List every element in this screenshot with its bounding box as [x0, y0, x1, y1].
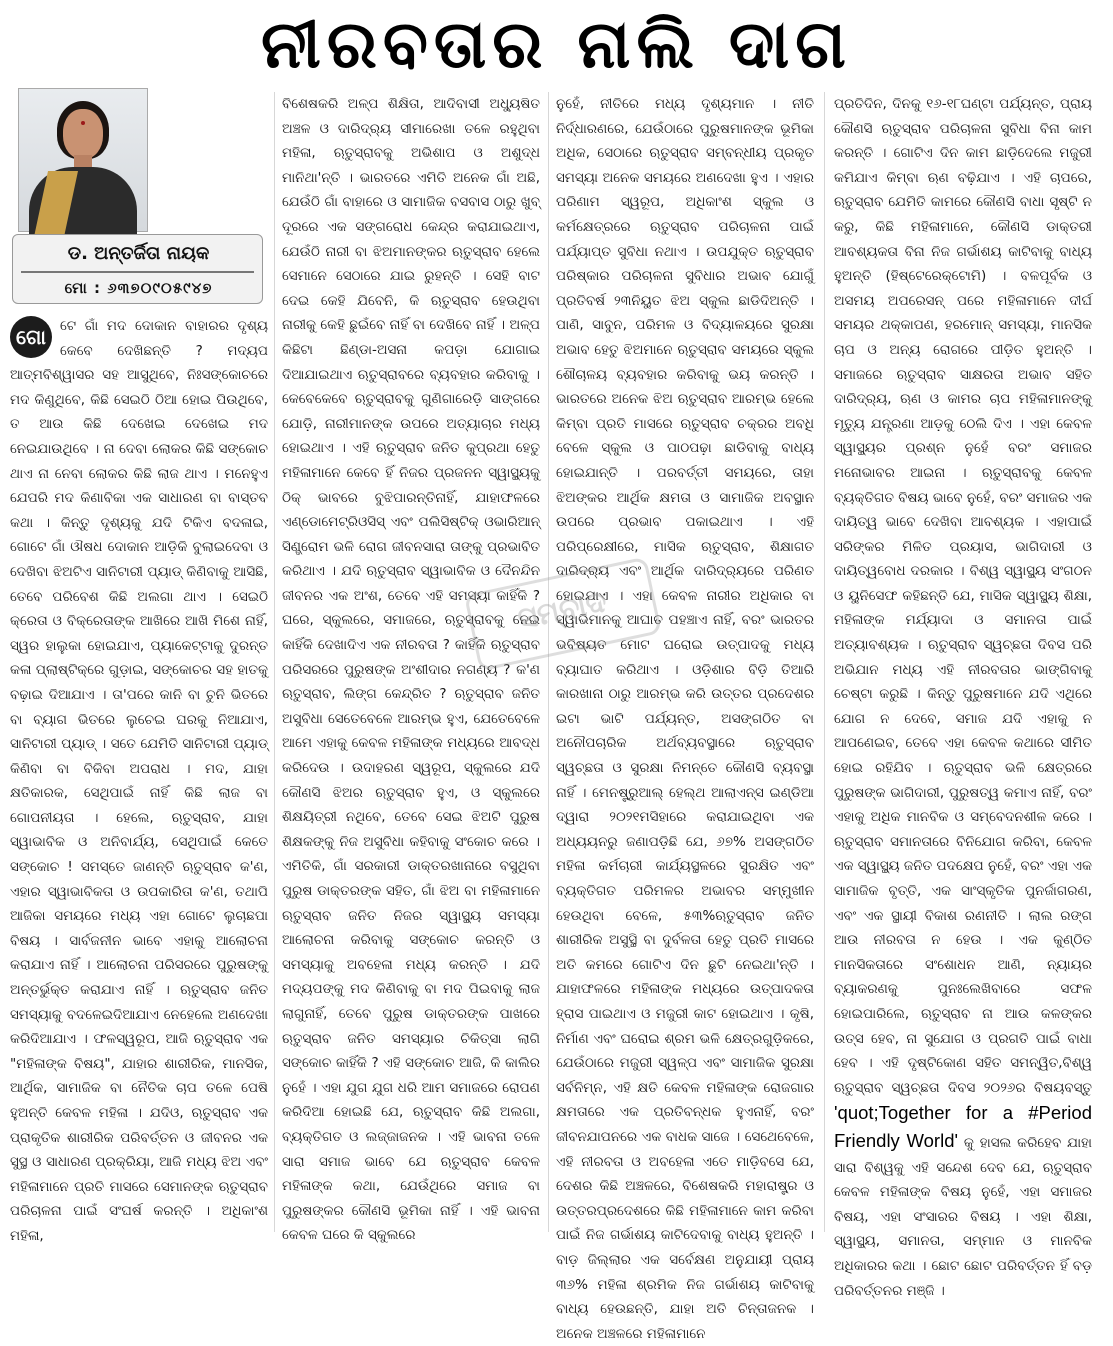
column-text: ପ୍ରତିଦିନ, ଦିନକୁ ୧୬-୧୮ଘଣ୍ଟା ପର୍ଯ୍ୟନ୍ତ, ପ୍ରାୟ କୌଣସି ଋତୁସ୍ରାବ ପରିଚାଳନା ସୁବିଧା ବିନା କାମ କରନ୍ତି । ଗୋଟିଏ ଦିନ କାମ ଛାଡ଼ିଦେଲେ ମଜୁରୀ କମିଯାଏ କିମ୍ବା ଋଣ ବଢ଼ିଯାଏ । ଏହି ଚାପରେ, ଋତୁସ୍ରାବ ଯେମିତି କାମରେ କୌଣସି ବାଧା ସୃଷ୍ଟି ନ କରୁ, କିଛି ମହିଳାମାନେ, କୌଣସି ଡାକ୍ତରୀ ଆବଶ୍ୟକତା ବିନା ନିଜ ଗର୍ଭାଶୟ କାଟିବାକୁ ବାଧ୍ୟ ହୁଅନ୍ତି (ହିଷ୍ଟେରେକ୍ଟୋମି) । ବଳପୂର୍ବକ ଓ ଅସମୟ ଅପରେସନ୍ ପରେ ମହିଳାମାନେ ଦୀର୍ଘ ସମୟର ଥକ୍କାପଣ, ହରମୋନ୍ ସମସ୍ୟା, ମାନସିକ ଚାପ ଓ ଅନ୍ୟ ରୋଗରେ ପୀଡ଼ିତ ହୁଅନ୍ତି । ସମାଜରେ ଋତୁସ୍ରାବ ସାକ୍ଷରତା ଅଭାବ ସହିତ ଦାରିଦ୍ର୍ୟ, ଋଣ ଓ କାମର ଚାପ ମହିଳାମାନଙ୍କୁ ମୃତ୍ୟୁ ଯନ୍ତ୍ରଣା ଆଡ଼କୁ ଠେଲି ଦିଏ । ଏହା କେବଳ ସ୍ୱାସ୍ଥ୍ୟର ପ୍ରଶ୍ନ ନୁହେଁ ବରଂ ସମାଜର ମନୋଭାବର ଆଇନା । ଋତୁସ୍ରାବକୁ କେବଳ ବ୍ୟକ୍ତିଗତ ବିଷୟ ଭାବେ ନୁହେଁ, ବରଂ ସମାଜର ଏକ ଦାୟିତ୍ୱ ଭାବେ ଦେଖିବା ଆବଶ୍ୟକ । ଏହାପାଇଁ ସରିଙ୍କର ମିଳିତ ପ୍ରୟାସ, ଭାଗିଦାରୀ ଓ ଦାୟିତ୍ୱବୋଧ ଦରକାର । ବିଶ୍ୱ ସ୍ୱାସ୍ଥ୍ୟ ସଂଗଠନ ଓ ୟୁନିସେଫ କହିଛନ୍ତି ଯେ, ମାସିକ ସ୍ୱାସ୍ଥ୍ୟ ଶିକ୍ଷା, ମହିଳାଙ୍କ ମର୍ଯ୍ୟାଦା ଓ ସମାନତା ପାଇଁ ଅତ୍ୟାବଶ୍ୟକ । ଋତୁସ୍ରାବ ସ୍ୱଚ୍ଛତା ଦିବସ ପରି ଅଭିଯାନ ମଧ୍ୟ ଏହି ନୀରବତାର ଭାଙ୍ଗିବାକୁ ଚେଷ୍ଟା କରୁଛି । କିନ୍ତୁ ପୁରୁଷମାନେ ଯଦି ଏଥିରେ ଯୋଗ ନ ଦେବେ, ସମାଜ ଯଦି ଏହାକୁ ନ ଆପଣେଇବ, ତେବେ ଏହା କେବଳ କଥାରେ ସୀମିତ ହୋଇ ରହିଯିବ । ଋତୁସ୍ରାବ ଭଳି କ୍ଷେତ୍ରରେ ପୁରୁଷଙ୍କ ଭାଗିଦାରୀ, ପୁରୁଷତ୍ୱ କମାଏ ନାହିଁ, ବରଂ ଏହାକୁ ଅଧିକ ମାନବିକ ଓ ସମ୍ବେଦନଶୀଳ କରେ । ଋତୁସ୍ରାବ ସମାନତାରେ ବିନିଯୋଗ କରିବା, କେବଳ ଏକ ସ୍ୱାସ୍ଥ୍ୟ ଜନିତ ପଦକ୍ଷେପ ନୁହେଁ, ବରଂ ଏହା ଏକ ସାମାଜିକ ବୃତ୍ତି, ଏକ ସାଂସ୍କୃତିକ ପୁନର୍ଜାଗରଣ, ଏବଂ ଏକ ସ୍ଥାୟୀ ବିକାଶ ରଣନୀତି । ଲାଲ ରଙ୍ଗ ଆଉ ନୀରବତା ନ ହେଉ । ଏକ କୁଣ୍ଠିତ ମାନସିକତାରେ ସଂଶୋଧନ ଆଣି, ନ୍ୟାୟର ବ୍ୟାକରଣକୁ ପୁନଃଲେଖିବାରେ ସଫଳ ହୋଇପାରିଲେ, ଋତୁସ୍ରାବ ନା ଆଉ କଳଙ୍କର ଉତ୍ସ ହେବ, ନା ସୁଯୋଗ ଓ ପ୍ରଗତି ପାଇଁ ବାଧା ହେବ । ଏହି ଦୃଷ୍ଟିକୋଣ ସହିତ ସମନ୍ୱିତ,ବିଶ୍ୱ ଋତୁସ୍ରାବ ସ୍ୱଚ୍ଛତା ଦିବସ ୨୦୨୬ର ବିଷୟବସ୍ତୁ [834, 96, 1092, 1096]
author-photo [18, 88, 148, 232]
author-phone: ମୋ : ୬୩୭୦୯୦୫୯୪୭ [64, 279, 213, 297]
author-nameplate [12, 234, 263, 304]
publisher-watermark: ସମ୍ବାଦ [464, 557, 662, 672]
nameplate-divider [21, 271, 254, 273]
column-text: ଟେ ଗାଁ ମଦ ଦୋକାନ ବାହାରର ଦୃଶ୍ୟ କେବେ ଦେଖିଛନ୍ତି ? ମଦ୍ୟପ ଆତ୍ମବିଶ୍ୱାସର ସହ ଆସୁଥିବେ, ନିଃସଙ୍କୋଚରେ ମଦ କିଣୁଥିବେ, କିଛି ସେଇଠି ଠିଆ ହୋଇ ପିଉଥିବେ, ତ ଆଉ କିଛି ଦେଖେଇ ଦେଖେଇ ମଦ ନେଇଯାଉଥିବେ । ନା ଦେବା ଲୋକର କିଛି ସଙ୍କୋଚ ଥାଏ ନା ନେବା ଲୋକର କିଛି ଲାଜ ଥାଏ । ମନେହୁଏ ଯେପରି ମଦ କିଣାବିକା ଏକ ସାଧାରଣ ବା ବାସ୍ତବ କଥା । କିନ୍ତୁ ଦୃଶ୍ୟକୁ ଯଦି ଟିକିଏ ବଦଳାଇ, ଗୋଟେ ଗାଁ ଔଷଧ ଦୋକାନ ଆଡ଼ିକି ବୁଲାଇଦେବା ଓ ଦେଖିବା ଝିଅଟିଏ ସାନିଟାରୀ ପ୍ୟାଡ୍ କିଣିବାକୁ ଆସିଛି, ତେବେ ପରିବେଶ କିଛି ଅଲଗା ଥାଏ । ସେଇଠି କ୍ରେତା ଓ ବିକ୍ରେତାଙ୍କ ଆଖିରେ ଆଖି ମିଶେ ନାହିଁ, ସ୍ୱର ହାଲୁକା ହୋଇଯାଏ, ପ୍ୟାକେଟ୍‌ଟାକୁ ଦୁରନ୍ତ କଳା ପ୍ଲାଷ୍ଟିକ୍‌ରେ ଗୁଡ଼ାଇ, ସଙ୍କୋଚର ସହ ହାତକୁ ବଢ଼ାଇ ଦିଆଯାଏ । ତା'ପରେ କାନି ବା ଚୁନି ଭିତରେ ବା ବ୍ୟାଗ ଭିତରେ ଲୁଚେଇ ଘରକୁ ନିଆଯାଏ, ସାନିଟାରୀ ପ୍ୟାଡ୍ । ସତେ ଯେମିତି ସାନିଟାରୀ ପ୍ୟାଡ୍ କିଣିବା ବା ବିକିବା ଅପରାଧ । ମଦ, ଯାହା କ୍ଷତିକାରକ, ସେଥିପାଇଁ ନାହିଁ କିଛି ଲାଜ ବା ଗୋପନୀୟତା । ହେଲେ, ଋତୁସ୍ରାବ, ଯାହା ସ୍ୱାଭାବିକ ଓ ଅନିବାର୍ଯ୍ୟ, ସେଥିପାଇଁ କେତେ ସଙ୍କୋଚ ! ସମସ୍ତେ ଜାଣନ୍ତି ଋତୁସ୍ରାବ କ'ଣ, ଏହାର ସ୍ୱାଭାବିକତା ଓ ଉପକାରିତା କ'ଣ, ତଥାପି ଆଜିକା ସମୟରେ ମଧ୍ୟ ଏହା ଗୋଟେ ଲୁଚାଛପା ବିଷୟ । ସାର୍ବଜନୀନ ଭାବେ ଏହାକୁ ଆଲୋଚନା କରାଯାଏ ନାହିଁ । ଆଲୋଚନା ପରିସରରେ ପୁରୁଷଙ୍କୁ ଅନ୍ତର୍ଭୁକ୍ତ କରାଯାଏ ନାହିଁ । ଋତୁସ୍ରାବ ଜନିତ ସମସ୍ୟାକୁ ବଦଳେଇଦିଆଯାଏ ନେହେଲେ ଅଣଦେଖା କରିଦିଆଯାଏ । ଫଳସ୍ୱରୂପ, ଆଜି ଋତୁସ୍ରାବ ଏକ "ମହିଳାଙ୍କ ବିଷୟ", ଯାହାର ଶାରୀରିକ, ମାନସିକ, ଆର୍ଥିକ, ସାମାଜିକ ବା ନୈତିକ ଚାପ ତଳେ ପେଷି ହୁଅନ୍ତି କେବଳ ମହିଳା । ଯଦିଓ, ଋତୁସ୍ରାବ ଏକ ପ୍ରାକୃତିକ ଶାରୀରିକ ପରିବର୍ତ୍ତନ ଓ ଜୀବନର ଏକ ସୁସ୍ଥ ଓ ସାଧାରଣ ପ୍ରକ୍ରିୟା, ଆଜି ମଧ୍ୟ ଝିଅ ଏବଂ ମହିଳାମାନେ ପ୍ରତି ମାସରେ ସେମାନଙ୍କ ଋତୁସ୍ରାବ ପରିଚାଳନା ପାଇଁ ସଂଘର୍ଷ କରନ୍ତି । ଅଧିକାଂଶ ମହିଳା, [10, 318, 268, 1244]
column-divider [548, 92, 549, 1232]
headline: ନୀରବତାର ନାଲି ଦାଗ [261, 6, 852, 83]
article-column-1 [10, 314, 268, 1244]
article-column-4 [834, 92, 1092, 1299]
article-column-3 [556, 92, 814, 1342]
author-byline [12, 88, 265, 306]
author-name: ଡ. ଅନ୍ତର୍ଜିତା ନାୟକ [67, 243, 210, 264]
column-text: ବିଶେଷକରି ଅଳ୍ପ ଶିକ୍ଷିତା, ଆଦିବାସୀ ଅଧ୍ୟୁଷିତ ଅଞ୍ଚଳ ଓ ଦାରିଦ୍ର୍ୟ ସୀମାରେଖା ତଳେ ରହୁଥିବା ମହିଳା, ଋତୁସ୍ରାବକୁ ଅଭିଶାପ ଓ ଅଶୁଦ୍ଧ ମାନିଥା'ନ୍ତି । ଭାରତରେ ଏମିତି ଅନେକ ଗାଁ ଅଛି, ଯେଉଁଠି ଗାଁ ବାହାରେ ଓ ସାମାଜିକ ବସବାସ ଠାରୁ ଖୁବ୍ ଦୂରରେ ଏକ ସଙ୍ଗରୋଧ କେନ୍ଦ୍ର କରାଯାଇଥାଏ, ଯେଉଁଠି ନାରୀ ବା ଝିଅମାନଙ୍କର ଋତୁସ୍ରାବ ହେଲେ ସେମାନେ ସେଠାରେ ଯାଇ ରୁହନ୍ତି । ସେହି ବାଟ ଦେଇ କେହି ଯିବେନି, କି ଋତୁସ୍ରାବ ହେଉଥିବା ନାରୀକୁ କେହି ଛୁଇଁବେ ନାହିଁ ବା ଦେଖିବେ ନାହିଁ । ଅଳ୍ପ କିଛିଟା ଛିଣ୍ଡା-ଅସନା କପଡ଼ା ଯୋଗାଇ ଦିଆଯାଇଥାଏ ଋତୁସ୍ରାବରେ ବ୍ୟବହାର କରିବାକୁ । କେବେକେବେ ଋତୁସ୍ରାବକୁ ଗୁଣିଗାରେଡ଼ି ସାଙ୍ଗରେ ଯୋଡ଼ି, ନାରୀମାନଙ୍କ ଉପରେ ଅତ୍ୟାଚାର ମଧ୍ୟ ହୋଇଥାଏ । ଏହି ଋତୁସ୍ରାବ ଜନିତ କୁପ୍ରଥା ହେତୁ ମହିଳାମାନେ କେବେ ହିଁ ନିଜର ପ୍ରଜନନ ସ୍ୱାସ୍ଥ୍ୟକୁ ଠିକ୍ ଭାବରେ ବୁଝିପାରନ୍ତିନାହିଁ, ଯାହାଫଳରେ ଏଣ୍ଡୋମେଟ୍ରିଓସିସ୍ ଏବଂ ପଲିସିଷ୍ଟିକ୍ ଓଭାରିଆନ୍ ସିଣ୍ଡ୍ରୋମ ଭଳି ରୋଗ ଜୀବନସାରା ତାଙ୍କୁ ପ୍ରଭାବିତ କରିଥାଏ । ଯଦି ଋତୁସ୍ରାବ ସ୍ୱାଭାବିକ ଓ ଦୈନନ୍ଦିନ ଜୀବନର ଏକ ଅଂଶ, ତେବେ ଏହି ସମସ୍ୟା କାହିଁକି ? ଘରେ, ସ୍କୁଲରେ, ସମାଜରେ, ଋତୁସ୍ରାବକୁ ନେଇ କାହିଁକି ଦେଖାଦିଏ ଏକ ନୀରବତା ? କାହିଁକି ଋତୁସ୍ରାବ ପରିସରରେ ପୁରୁଷଙ୍କ ଅଂଶୀଦାର ନଗଣ୍ୟ ? କ'ଣ ଋତୁସ୍ରାବ, ଲିଙ୍ଗ କେନ୍ଦ୍ରିତ ? ଋତୁସ୍ରାବ ଜନିତ ଅସୁବିଧା ସେତେବେଳେ ଆରମ୍ଭ ହୁଏ, ଯେତେବେଳେ ଆମେ ଏହାକୁ କେବଳ ମହିଳାଙ୍କ ମଧ୍ୟରେ ଆବଦ୍ଧ କରିଦେଉ । ଉଦାହରଣ ସ୍ୱରୂପ, ସ୍କୁଲରେ ଯଦି କୌଣସି ଝିଅର ଋତୁସ୍ରାବ ହୁଏ, ଓ ସ୍କୁଲରେ ଶିକ୍ଷୟିତ୍ରୀ ନଥିବେ, ତେବେ ସେଇ ଝିଅଟି ପୁରୁଷ ଶିକ୍ଷକଙ୍କୁ ନିଜ ଅସୁବିଧା କହିବାକୁ ସଂକୋଚ କରେ । ଏମିତିକି, ଗାଁ ସରକାରୀ ଡାକ୍ତରଖାନାରେ ବସୁଥିବା ପୁରୁଷ ଡାକ୍ତରଙ୍କ ସହିତ, ଗାଁ ଝିଅ ବା ମହିଳାମାନେ ଋତୁସ୍ରାବ ଜନିତ ନିଜର ସ୍ୱାସ୍ଥ୍ୟ ସମସ୍ୟା ଆଲୋଚନା କରିବାକୁ ସଙ୍କୋଚ କରନ୍ତି ଓ ସମସ୍ୟାକୁ ଅବହେଳା ମଧ୍ୟ କରନ୍ତି । ଯଦି ମଦ୍ୟପଙ୍କୁ ମଦ କିଣିବାକୁ ବା ମଦ ପିଇବାକୁ ଲାଜ ଲାଗୁନାହିଁ, ତେବେ ପୁରୁଷ ଡାକ୍ତରଙ୍କ ପାଖରେ ଋତୁସ୍ରାବ ଜନିତ ସମସ୍ୟାର ଚିକିତ୍ସା ଲାଗି ସଙ୍କୋଚ କାହିଁକି ? ଏହି ସଙ୍କୋଚ ଆଜି, କି କାଲିର ନୁହେଁ । ଏହା ଯୁଗ ଯୁଗ ଧରି ଆମ ସମାଜରେ ରୋପଣ କରିଦିଆ ହୋଇଛି ଯେ, ଋତୁସ୍ରାବ କିଛି ଅଲଗା, ବ୍ୟକ୍ତିଗତ ଓ ଲଜ୍ଜାଜନକ । ଏହି ଭାବନା ତଳେ ସାରା ସମାଜ ଭାବେ ଯେ ଋତୁସ୍ରାବ କେବଳ ମହିଳାଙ୍କ କଥା, ଯେଉଁଥିରେ ସମାଜ ବା ପୁରୁଷଙ୍କର କୌଣସି ଭୂମିକା ନାହିଁ । ଏହି ଭାବନା କେବଳ ଘରେ କି ସ୍କୁଲରେ [282, 96, 540, 1244]
drop-cap: ଗୋ [10, 316, 52, 358]
column-divider [274, 92, 275, 1232]
column-divider [824, 92, 825, 1232]
article-column-2 [282, 92, 540, 1244]
theme-quote: 'quot;Together for a #Period Friendly World' [834, 1102, 1092, 1151]
column-text: ନୁହେଁ, ନୀତିରେ ମଧ୍ୟ ଦୃଶ୍ୟମାନ । ନୀତି ନିର୍ଦ୍ଧାରଣରେ, ଯେଉଁଠାରେ ପୁରୁଷମାନଙ୍କ ଭୂମିକା ଅଧିକ, ସେଠାରେ ଋତୁସ୍ରାବ ସମ୍ବନ୍ଧୀୟ ପ୍ରକୃତ ସମସ୍ୟା ଅନେକ ସମୟରେ ଅଣଦେଖା ହୁଏ । ଏହାର ପରିଣାମ ସ୍ୱରୂପ, ଅଧିକାଂଶ ସ୍କୁଲ ଓ କର୍ମକ୍ଷେତ୍ରରେ ଋତୁସ୍ରାବ ପରିଚାଳନା ପାଇଁ ପର୍ଯ୍ୟାପ୍ତ ସୁବିଧା ନଥାଏ । ଉପଯୁକ୍ତ ଋତୁସ୍ରାବ ପରିଷ୍କାର ପରିଚାଳନା ସୁବିଧାର ଅଭାବ ଯୋଗୁଁ ପ୍ରତିବର୍ଷ ୨୩ନିୟୁତ ଝିଅ ସ୍କୁଲ ଛାଡିଦିଅନ୍ତି । ପାଣି, ସାବୁନ, ପରିମଳ ଓ ବିଦ୍ୟାଳୟରେ ସୁରକ୍ଷା ଅଭାବ ହେତୁ ଝିଅମାନେ ଋତୁସ୍ରାବ ସମୟରେ ସ୍କୁଲ ଶୌଚାଳୟ ବ୍ୟବହାର କରିବାକୁ ଭୟ କରନ୍ତି । ଭାରତରେ ଅନେକ ଝିଅ ଋତୁସ୍ରାବ ଆରମ୍ଭ ହେଲେ କିମ୍ବା ପ୍ରତି ମାସରେ ଋତୁସ୍ରାବ ଚକ୍ରର ଅବଧି ବେଳେ ସ୍କୁଲ ଓ ପାଠପଢ଼ା ଛାଡିବାକୁ ବାଧ୍ୟ ହୋଇଯାନ୍ତି । ପରବର୍ତ୍ତୀ ସମୟରେ, ତାହା ଝିଅଙ୍କର ଆର୍ଥିକ କ୍ଷମତା ଓ ସାମାଜିକ ଅବସ୍ଥାନ ଉପରେ ପ୍ରଭାବ ପକାଇଥାଏ । ଏହି ପରିପ୍ରେକ୍ଷୀରେ, ମାସିକ ଋତୁସ୍ରାବ, ଶିକ୍ଷାଗତ ଦାରିଦ୍ର୍ୟ ଏବଂ ଆର୍ଥିକ ଦାରିଦ୍ର୍ୟରେ ପରିଣତ ହୋଇଯାଏ । ଏହା କେବଳ ନାରୀର ଅଧିକାର ବା ସ୍ୱାଭିମାନକୁ ଆଘାତ ପହଞ୍ଚାଏ ନାହିଁ, ବରଂ ଭାରତର ଭବିଷ୍ୟତ ମୋଟ ଘରୋଇ ଉତ୍ପାଦକୁ ମଧ୍ୟ ବ୍ୟାଘାତ କରିଥାଏ । ଓଡ଼ିଶାର ବିଡ଼ି ତିଆରି କାରଖାନା ଠାରୁ ଆରମ୍ଭ କରି ଉତ୍ତର ପ୍ରଦେଶର ଇଟା ଭାଟି ପର୍ଯ୍ୟନ୍ତ, ଅସଙ୍ଗଠିତ ବା ଅନୌପଚାରିକ ଅର୍ଥବ୍ୟବସ୍ଥାରେ ଋତୁସ୍ରାବ ସ୍ୱଚ୍ଛତା ଓ ସୁରକ୍ଷା ନିମନ୍ତେ କୌଣସି ବ୍ୟବସ୍ଥା ନାହିଁ । ମେନଷ୍ଟ୍ରୁଆଲ୍ ହେଲ୍ଥ ଆଲାଏନ୍ସ ଇଣ୍ଡିଆ ଦ୍ୱାରା ୨୦୨୧ମସିହାରେ କରାଯାଇଥିବା ଏକ ଅଧ୍ୟୟନରୁ ଜଣାପଡ଼ିଛି ଯେ, ୬୭% ଅସଙ୍ଗଠିତ ମହିଳା କର୍ମଚାରୀ କାର୍ଯ୍ୟସ୍ଥଳରେ ସୁରକ୍ଷିତ ଏବଂ ବ୍ୟକ୍ତିଗତ ପରିମଳର ଅଭାବର ସମ୍ମୁଖୀନ ହେଉଥିବା ବେଳେ, ୫୩%ଋତୁସ୍ରାବ ଜନିତ ଶାରୀରିକ ଅସୁସ୍ଥି ବା ଦୁର୍ବଳତା ହେତୁ ପ୍ରତି ମାସରେ ଅତି କମରେ ଗୋଟିଏ ଦିନ ଛୁଟି ନେଇଥା'ନ୍ତି । ଯାହାଫଳରେ ମହିଳାଙ୍କ ମଧ୍ୟରେ ଉତ୍ପାଦକତା ହ୍ରାସ ପାଇଥାଏ ଓ ମଜୁରୀ କାଟ ହୋଇଥାଏ । କୃଷି, ନିର୍ମାଣ ଏବଂ ଘରୋଇ ଶ୍ରମ ଭଳି କ୍ଷେତ୍ରଗୁଡ଼ିକରେ, ଯେଉଁଠାରେ ମଜୁରୀ ସ୍ୱଳ୍ପ ଏବଂ ସାମାଜିକ ସୁରକ୍ଷା ସର୍ବନିମ୍ନ, ଏହି କ୍ଷତି କେବଳ ମହିଳାଙ୍କ ରୋଜଗାର କ୍ଷମତାରେ ଏକ ପ୍ରତିବନ୍ଧକ ହୁଏନାହିଁ, ବରଂ ଜୀବନଯାପନରେ ଏକ ବାଧକ ସାଜେ । ସେଥେବେଳେ, ଏହି ନୀରବତା ଓ ଅବହେଳା ଏତେ ମାଡ଼ିବସେ ଯେ, ଦେଶର କିଛି ଅଞ୍ଚଳରେ, ବିଶେଷକରି ମହାରାଷ୍ଟ୍ର ଓ ଉତ୍ତରପ୍ରଦେଶରେ କିଛି ମହିଳାମାନେ କାମ କରିବା ପାଇଁ ନିଜ ଗର୍ଭାଶୟ କାଟିଦେବାକୁ ବାଧ୍ୟ ହୁଅନ୍ତି । ବାଡ଼ ଜିଲ୍ଲାର ଏକ ସର୍ବେକ୍ଷଣ ଅନୁଯାୟୀ ପ୍ରାୟ ୩୬% ମହିଳା ଶ୍ରମିକ ନିଜ ଗର୍ଭାଶୟ କାଟିବାକୁ ବାଧ୍ୟ ହେଉଛନ୍ତି, ଯାହା ଅତି ଚିନ୍ତାଜନକ । ଅନେକ ଅଞ୍ଚଳରେ ମହିଳାମାନେ [556, 96, 814, 1342]
column-text: କୁ ହାସଲ କରିହେବ ଯାହା ସାରା ବିଶ୍ୱକୁ ଏହି ସନ୍ଦେଶ ଦେବ ଯେ, ଋତୁସ୍ରାବ କେବଳ ମହିଳାଙ୍କ ବିଷୟ ନୁହେଁ, ଏହା ସମାଜର ବିଷୟ, ଏହା ସଂସାରର ବିଷୟ । ଏହା ଶିକ୍ଷା, ସ୍ୱାସ୍ଥ୍ୟ, ସମାନତା, ସମ୍ମାନ ଓ ମାନବିକ ଅଧିକାରର କଥା । ଛୋଟ ଛୋଟ ପରିବର୍ତ୍ତନ ହିଁ ବଡ଼ ପରିବର୍ତ୍ତନର ମଞ୍ଜି । [834, 1134, 1092, 1299]
